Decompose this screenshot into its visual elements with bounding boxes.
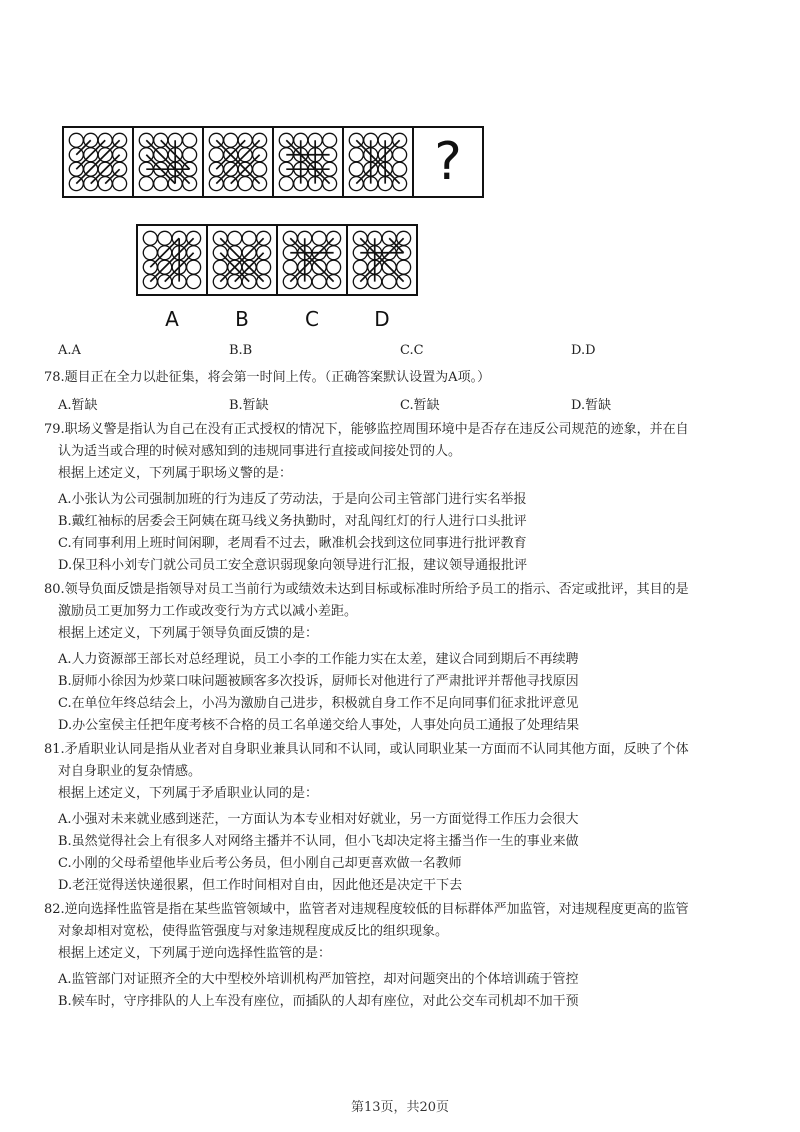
grid-circle bbox=[253, 162, 267, 176]
circle-grid-option-c bbox=[278, 226, 346, 294]
grid-circle bbox=[312, 275, 326, 289]
grid-circle bbox=[143, 246, 157, 260]
q78-choice-a: A.暂缺 bbox=[58, 398, 98, 413]
grid-circle bbox=[242, 231, 256, 245]
question-mark: ? bbox=[434, 132, 462, 192]
grid-circle bbox=[187, 275, 201, 289]
grid-circle bbox=[353, 260, 367, 274]
grid-circle bbox=[397, 260, 411, 274]
q77-choice-b: B.B bbox=[229, 343, 253, 358]
grid-circle bbox=[183, 148, 197, 162]
q82-choice-b: B.候车时，守序排队的人上车没有座位，而插队的人却有座位，对此公交车司机却不加干预 bbox=[58, 994, 579, 1009]
figure-cell-4 bbox=[272, 126, 344, 198]
figure-cell-2 bbox=[132, 126, 204, 198]
q82-prompt: 根据上述定义，下列属于逆向选择性监管的是： bbox=[58, 946, 332, 961]
grid-circle bbox=[312, 231, 326, 245]
pattern-line bbox=[286, 140, 329, 183]
circle-grid-figure-4 bbox=[274, 128, 342, 196]
q78-stem: 78.题目正在全力以赴征集，将会第一时间上传。（正确答案默认设置为A项。） bbox=[44, 370, 491, 385]
pattern-line bbox=[91, 155, 120, 184]
pattern-line bbox=[150, 238, 179, 267]
q79-choice-b: B.戴红袖标的居委会王阿姨在斑马线义务执勤时，对乱闯红灯的行人进行口头批评 bbox=[58, 514, 527, 529]
option-label-c: C bbox=[305, 307, 319, 331]
q79-prompt: 根据上述定义，下列属于职场义警的是： bbox=[58, 466, 293, 481]
circle-grid-option-b bbox=[208, 226, 276, 294]
q81-prompt: 根据上述定义，下列属于矛盾职业认同的是： bbox=[58, 786, 319, 801]
option-label-d: D bbox=[374, 307, 390, 331]
q82-stem-line-1: 82.逆向选择性监管是指在某些监管领域中，监管者对违规程度较低的目标群体严加监管，对违规程度更高的监管 bbox=[44, 902, 689, 917]
grid-circle bbox=[158, 231, 172, 245]
circle-grid-figure-5 bbox=[344, 128, 412, 196]
grid-circle bbox=[349, 148, 363, 162]
grid-circle bbox=[143, 231, 157, 245]
q79-choice-d: D.保卫科小刘专门就公司员工安全意识弱现象向领导进行汇报，建议领导通报批评 bbox=[58, 558, 528, 573]
q80-prompt: 根据上述定义，下列属于领导负面反馈的是： bbox=[58, 626, 319, 641]
figure-cell-3 bbox=[202, 126, 274, 198]
option-label-a: A bbox=[165, 307, 179, 331]
grid-circle bbox=[393, 148, 407, 162]
q81-choice-d: D.老汪觉得送快递很累，但工作时间相对自由，因此他还是决定干下去 bbox=[58, 878, 463, 893]
q78-choice-d: D.暂缺 bbox=[571, 398, 612, 413]
grid-circle bbox=[257, 260, 271, 274]
grid-circle bbox=[213, 260, 227, 274]
q77-choice-c: C.C bbox=[400, 343, 424, 358]
figure-sequence-row bbox=[62, 126, 484, 198]
grid-circle bbox=[327, 260, 341, 274]
figure-cell-5 bbox=[342, 126, 414, 198]
q80-choice-d: D.办公室侯主任把年度考核不合格的员工名单递交给人事处，人事处向员工通报了处理结果 bbox=[58, 718, 580, 733]
q81-choice-a: A.小强对未来就业感到迷茫，一方面认为本专业相对好就业，另一方面觉得工作压力会很大 bbox=[58, 812, 579, 827]
grid-circle bbox=[154, 177, 168, 191]
grid-circle bbox=[279, 177, 293, 191]
q81-choice-c: C.小刚的父母希望他毕业后考公务员，但小刚自己却更喜欢做一名教师 bbox=[58, 856, 462, 871]
circle-grid-option-d bbox=[348, 226, 416, 294]
circle-grid-figure-2 bbox=[134, 128, 202, 196]
option-figure-d bbox=[346, 224, 418, 296]
circle-grid-option-a bbox=[138, 226, 206, 294]
figure-options-row bbox=[136, 224, 418, 296]
grid-circle bbox=[393, 162, 407, 176]
q79-choice-a: A.小张认为公司强制加班的行为违反了劳动法，于是向公司主管部门进行实名举报 bbox=[58, 492, 527, 507]
q80-stem-line-1: 80.领导负面反馈是指领导对员工当前行为或绩效未达到目标或标准时所给予员工的指示、否定或批评，其目的是 bbox=[44, 582, 689, 597]
grid-circle bbox=[224, 133, 238, 147]
circle-grid-figure-3 bbox=[204, 128, 272, 196]
q82-choice-a: A.监管部门对证照齐全的大中型校外培训机构严加管控，却对问题突出的个体培训疏于管控 bbox=[58, 972, 579, 987]
grid-circle bbox=[382, 275, 396, 289]
option-figure-a bbox=[136, 224, 208, 296]
q79-stem-line-1: 79.职场义警是指认为自己在没有正式授权的情况下，能够监控周围环境中是否存在违反公司规范的迹象，并在自 bbox=[44, 422, 689, 437]
grid-circle bbox=[283, 260, 297, 274]
q80-stem-line-2: 激励员工更加努力工作或改变行为方式以减小差距。 bbox=[58, 604, 358, 619]
option-label-b: B bbox=[235, 307, 249, 331]
grid-circle bbox=[187, 260, 201, 274]
q79-choice-c: C.有同事利用上班时间闲聊，老周看不过去，瞅准机会找到这位同事进行批评教育 bbox=[58, 536, 527, 551]
q81-stem-line-2: 对自身职业的复杂情感。 bbox=[58, 764, 202, 779]
q81-stem-line-1: 81.矛盾职业认同是指从业者对自身职业兼具认同和不认同，或认同职业某一方面而不认同其他方面，反映了个体 bbox=[44, 742, 689, 757]
q78-choice-b: B.暂缺 bbox=[229, 398, 269, 413]
circle-grid-figure-1 bbox=[64, 128, 132, 196]
grid-circle bbox=[69, 133, 83, 147]
figure-cell-1 bbox=[62, 126, 134, 198]
q78-choice-c: C.暂缺 bbox=[400, 398, 440, 413]
q80-choice-b: B.厨师小徐因为炒菜口味问题被顾客多次投诉，厨师长对他进行了严肃批评并帮他寻找原因 bbox=[58, 674, 579, 689]
grid-circle bbox=[228, 231, 242, 245]
grid-circle bbox=[349, 162, 363, 176]
q77-choice-d: D.D bbox=[571, 343, 596, 358]
pattern-line bbox=[76, 140, 105, 169]
q82-stem-line-2: 对象却相对宽松，使得监管强度与对象违规程度成反比的组织现象。 bbox=[58, 924, 449, 939]
q81-choice-b: B.虽然觉得社会上有很多人对网络主播并不认同，但小飞却决定将主播当作一生的事业来做 bbox=[58, 834, 579, 849]
grid-circle bbox=[139, 177, 153, 191]
q77-choice-a: A.A bbox=[58, 343, 81, 358]
q80-choice-a: A.人力资源部王部长对总经理说，员工小李的工作能力实在太差，建议合同到期后不再续聘 bbox=[58, 652, 579, 667]
page-number: 第13页，共20页 bbox=[350, 1100, 450, 1115]
option-figure-b bbox=[206, 224, 278, 296]
grid-circle bbox=[113, 177, 127, 191]
q80-choice-c: C.在单位年终总结会上，小冯为激励自己进步，积极就自身工作不足向同事们征求批评意见 bbox=[58, 696, 579, 711]
figure-cell-unknown bbox=[412, 126, 484, 198]
option-figure-c bbox=[276, 224, 348, 296]
grid-circle bbox=[323, 133, 337, 147]
q79-stem-line-2: 认为适当或合理的时候对感知到的违规同事进行直接或间接处罚的人。 bbox=[58, 444, 462, 459]
grid-circle bbox=[238, 177, 252, 191]
grid-circle bbox=[209, 148, 223, 162]
grid-circle bbox=[183, 133, 197, 147]
